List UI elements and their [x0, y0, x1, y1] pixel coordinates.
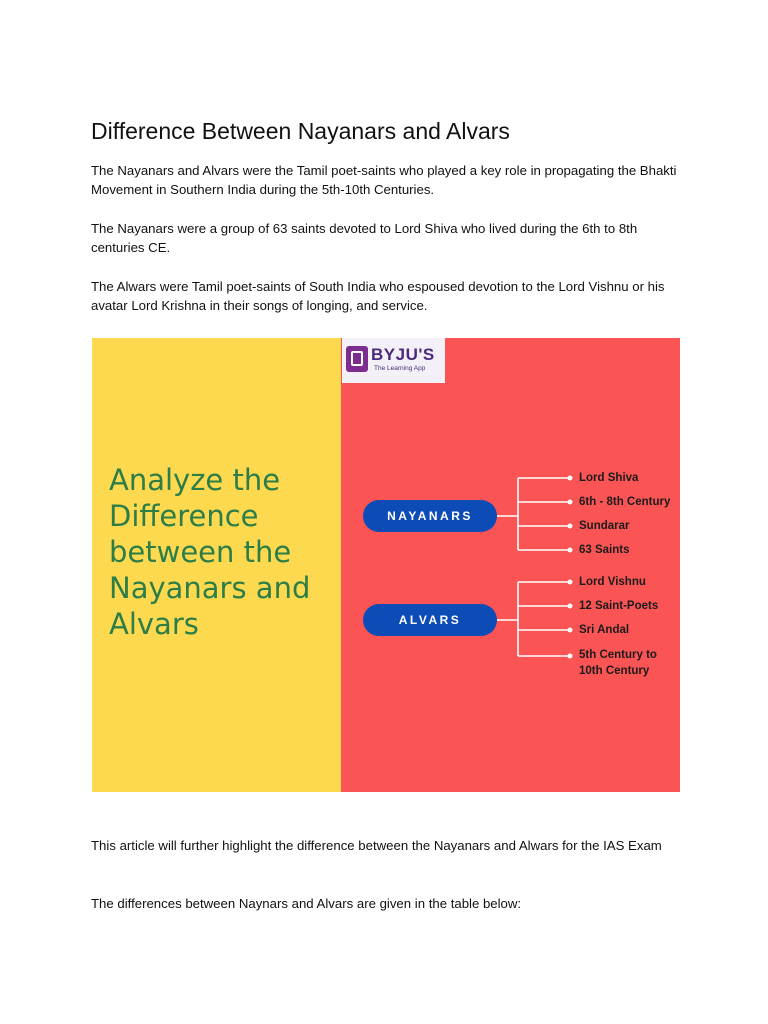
nayanars-item: Lord Shiva [579, 472, 639, 484]
table-intro-paragraph: The differences between Naynars and Alvars are given in the table below: [91, 896, 522, 911]
alvars-pill: ALVARS [363, 604, 497, 636]
alvars-item: 5th Century to 10th Century [579, 649, 657, 677]
nayanars-item: Sundarar [579, 520, 630, 532]
nayanars-pill: NAYANARS [363, 500, 497, 532]
infographic-headline: Analyze the Difference between the Nayanars and Alvars [109, 463, 311, 641]
page-title: Difference Between Nayanars and Alvars [91, 118, 510, 144]
intro-paragraph: The Nayanars and Alvars were the Tamil poet-saints who played a key role in propagating the Bhakti Movement in Southern India during the 5th-10th Centuries. [91, 163, 677, 197]
article-paragraph: This article will further highlight the difference between the Nayanars and Alwars for the IAS Exam [91, 838, 662, 853]
alvars-item: Sri Andal [579, 624, 630, 636]
logo-name: BYJU'S [371, 345, 435, 364]
nayanars-paragraph: The Nayanars were a group of 63 saints devoted to Lord Shiva who lived during the 6th to 8th centuries CE. [91, 221, 638, 255]
nayanars-item: 6th - 8th Century [579, 496, 671, 508]
alwars-paragraph: The Alwars were Tamil poet-saints of South India who espoused devotion to the Lord Vishnu or his avatar Lord Krishna in their songs of longing, and service. [91, 279, 665, 313]
alvars-item: 12 Saint-Poets [579, 600, 659, 612]
branch-lines [92, 338, 680, 792]
nayanars-item: 63 Saints [579, 544, 630, 556]
alvars-item: Lord Vishnu [579, 576, 646, 588]
infographic [92, 338, 680, 792]
logo-tagline: The Learning App [374, 365, 426, 372]
